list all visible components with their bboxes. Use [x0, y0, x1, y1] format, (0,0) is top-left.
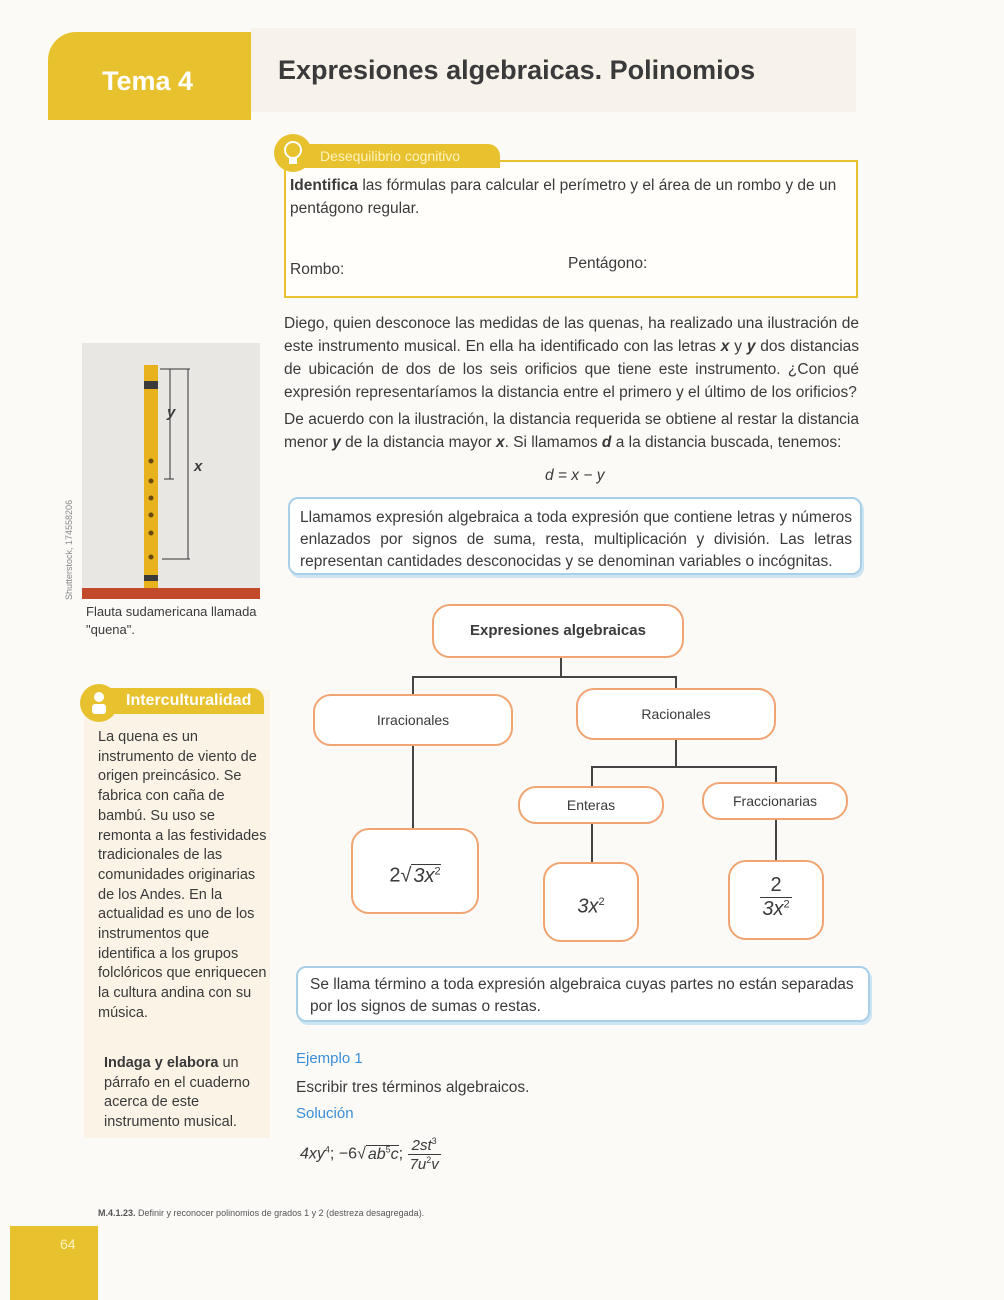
- separator-2: ;: [398, 1145, 404, 1163]
- photo-credit: Shutterstock, 174558206: [64, 499, 74, 600]
- term-3-denominator-a: 7u: [409, 1156, 427, 1173]
- example-title: Ejemplo 1: [296, 1050, 363, 1067]
- solution-label: Solución: [296, 1105, 354, 1122]
- p1-var-x: x: [720, 338, 730, 355]
- fraccionaria-fraction: [760, 874, 791, 921]
- distance-formula: d = x − y: [545, 467, 605, 484]
- cognitive-prompt: [290, 174, 854, 220]
- term-definition-text: Se llama término a toda expresión algebraica cuyas partes no están separadas por los signos de sumas o restas.: [310, 976, 854, 1015]
- intro-paragraph-2: [284, 408, 859, 454]
- node-fraccionarias: Fraccionarias: [702, 782, 848, 820]
- entera-base: 3x: [577, 895, 599, 918]
- pentagono-label: Pentágono:: [568, 255, 648, 272]
- photo-shelf: [82, 588, 260, 599]
- lightbulb-icon: [274, 134, 312, 172]
- term-definition-box: [296, 966, 870, 1022]
- connector: [412, 676, 676, 678]
- separator-1: ; −6: [329, 1145, 358, 1163]
- interculturalidad-task: [104, 1054, 264, 1133]
- example-fraccionaria: [728, 860, 824, 940]
- definition-text: Llamamos expresión algebraica a toda expresión que contiene letras y números enlazados por signos de suma, resta, multiplicación y división. Las letras representan cantidades desconocidas y se denominan variables o incógnitas.: [300, 509, 852, 570]
- term-3-denominator-b: v: [431, 1156, 439, 1173]
- header-tab: [48, 32, 251, 120]
- definition-box: [288, 497, 862, 575]
- connector: [560, 656, 562, 676]
- people-icon: [80, 684, 118, 722]
- term-3-num-exponent: 3: [431, 1136, 437, 1146]
- quena-photo: [82, 343, 260, 599]
- interculturalidad-text: La quena es un instrumento de viento de origen preincásico. Se fabrica con caña de bambú. Su uso se remonta a las festividades tradicionales de las comunidades originarias de los Andes. En la actualidad es uno de los instrumentos que identifica a los grupos folclóricos que enriquecen la cultura andina con su música.: [98, 729, 267, 1021]
- page-title: Expresiones algebraicas. Polinomios: [278, 55, 756, 85]
- frac-numerator: 2: [760, 874, 791, 898]
- node-root: Expresiones algebraicas: [432, 604, 684, 658]
- connector: [412, 746, 414, 830]
- photo-label-y: y: [167, 404, 176, 421]
- connector: [775, 820, 777, 862]
- page-number-tab: [10, 1226, 98, 1300]
- p2-text-b: de la distancia mayor: [340, 434, 496, 451]
- example-statement: Escribir tres términos algebraicos.: [296, 1079, 530, 1096]
- connector: [412, 676, 414, 696]
- term-3-numerator: 2st: [411, 1137, 432, 1154]
- irr-coef: 2: [389, 864, 401, 887]
- p1-text-a: Diego, quien desconoce las medidas de las quenas, ha realizado una ilustración de este instrumento musical. En ella ha identificado con las letras: [284, 315, 859, 355]
- skill-footnote: [98, 1208, 424, 1218]
- term-3-fraction: [408, 1136, 441, 1173]
- node-racionales: Racionales: [576, 688, 776, 740]
- connector: [675, 740, 677, 766]
- page-number: 64: [60, 1236, 76, 1252]
- node-irracionales: Irracionales: [313, 694, 513, 746]
- p2-var-x: x: [495, 434, 505, 451]
- p2-text-a: De acuerdo con la ilustración, la distancia requerida se obtiene al restar la distancia menor: [284, 411, 859, 451]
- p2-var-y: y: [332, 434, 341, 451]
- quena-illustration: [82, 343, 260, 599]
- frac-den-exponent: 2: [783, 898, 790, 911]
- term-1-exponent: 4: [324, 1144, 330, 1155]
- cognitive-badge-label: Desequilibrio cognitivo: [300, 144, 500, 168]
- p1-var-y: y: [746, 338, 756, 355]
- term-2-radicand: ab: [367, 1145, 386, 1163]
- term-2-exponent: 5: [385, 1144, 391, 1155]
- node-enteras: Enteras: [518, 786, 664, 824]
- photo-caption: Flauta sudamericana llamada "quena".: [86, 604, 257, 637]
- connector: [591, 766, 777, 768]
- prompt-text: las fórmulas para calcular el perímetro y el área de un rombo y de un pentágono regular.: [290, 177, 837, 217]
- entera-exponent: 2: [598, 896, 605, 908]
- intro-paragraph-1: [284, 312, 859, 404]
- task-verb: Indaga y elabora: [104, 1055, 219, 1071]
- skill-text: Definir y reconocer polinomios de grados 1 y 2 (destreza desagregada).: [135, 1208, 425, 1218]
- term-1: 4xy: [300, 1145, 325, 1163]
- p2-text-e: a la distancia buscada, tenemos:: [611, 434, 842, 451]
- rombo-label: Rombo:: [290, 261, 345, 278]
- p1-text-b: y: [729, 338, 747, 355]
- example-irracional: 2√ $3x^2$: [351, 828, 479, 914]
- irr-radicand: 3x: [413, 864, 435, 887]
- skill-code: M.4.1.23.: [98, 1208, 136, 1218]
- cognitive-box: [284, 160, 858, 298]
- connector: [591, 824, 593, 864]
- term-2-tail: c: [390, 1145, 399, 1163]
- task-text: un párrafo en el cuaderno acerca de este instrumento musical.: [104, 1055, 250, 1131]
- prompt-verb: Identifica: [290, 177, 359, 194]
- solution-terms: $4xy^4$; −6√ $ab^5c$; $\frac{2st^3}{7u^2v}$: [300, 1136, 439, 1173]
- photo-label-x: x: [194, 458, 203, 475]
- irr-exponent: 2: [434, 865, 441, 877]
- tema-label: Tema 4: [102, 66, 194, 96]
- p2-text-c: . Si llamamos: [504, 434, 602, 451]
- p1-text-c: dos distancias de ubicación de dos de los seis orificios que tiene este instrumento. ¿Con qué expresión representaríamos la distancia entre el primero y el último de los orificios?: [284, 338, 860, 401]
- p2-var-d: d: [601, 434, 612, 451]
- example-entera: [543, 862, 639, 942]
- frac-denominator: 3x: [762, 898, 784, 920]
- connector: [591, 766, 593, 788]
- interculturalidad-label: Interculturalidad: [100, 688, 264, 714]
- term-3-den-exponent: 2: [426, 1155, 432, 1165]
